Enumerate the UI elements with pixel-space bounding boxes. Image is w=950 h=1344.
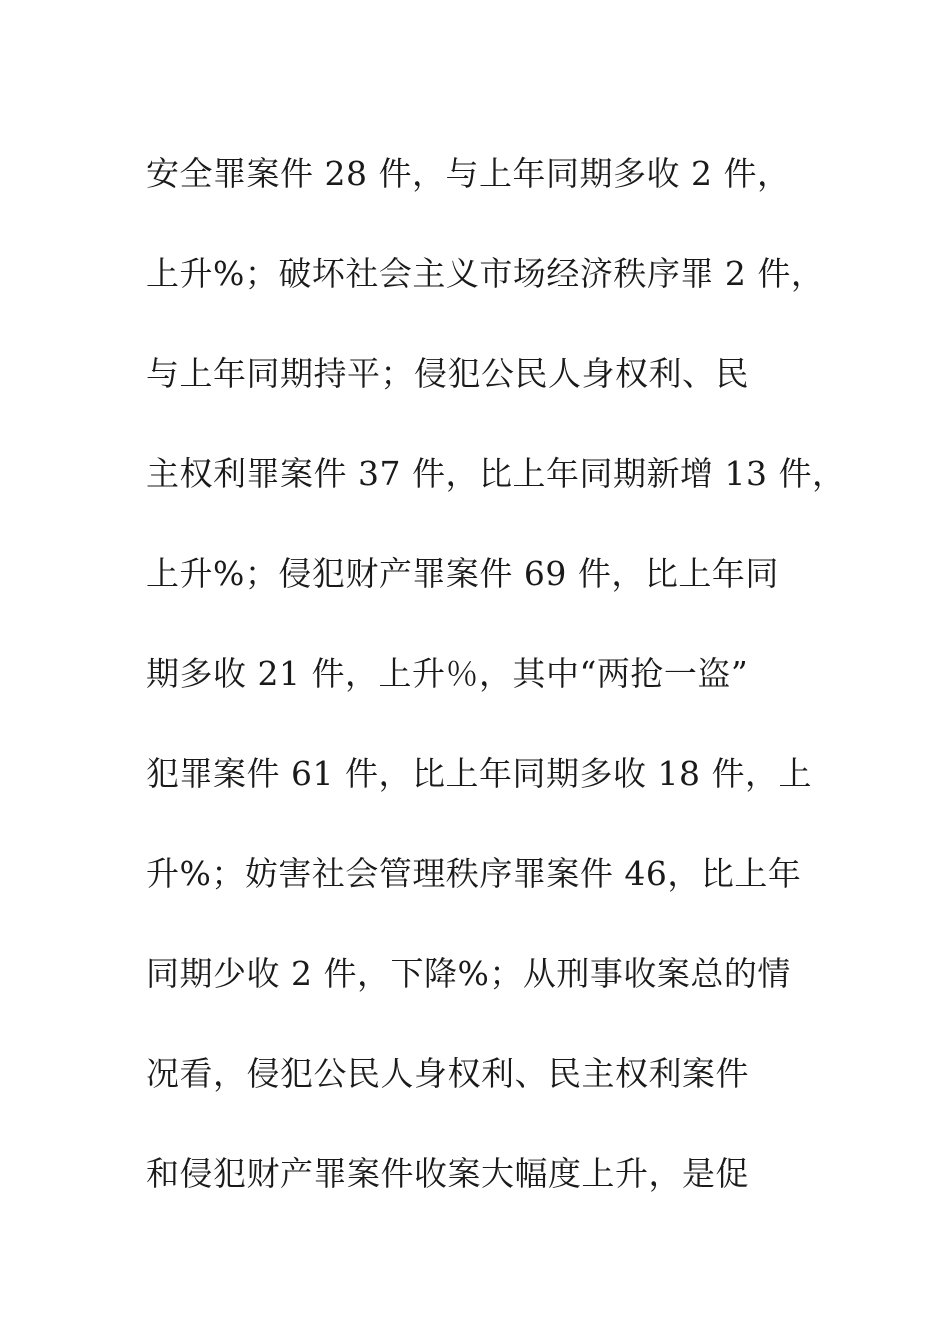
- text-line-8: 升%；妨害社会管理秩序罪案件 46，比上年: [146, 854, 802, 893]
- text-line-7: 犯罪案件 61 件，比上年同期多收 18 件，上: [146, 754, 812, 793]
- body-text: [146, 124, 846, 1224]
- text-line-11: 和侵犯财产罪案件收案大幅度上升，是促: [146, 1154, 749, 1193]
- text-line-10: 况看，侵犯公民人身权利、民主权利案件: [146, 1054, 749, 1093]
- text-line-5: 上升%；侵犯财产罪案件 69 件，比上年同: [146, 554, 779, 593]
- text-line-2: 上升%；破坏社会主义市场经济秩序罪 2 件，: [146, 254, 825, 293]
- text-line-1: 安全罪案件 28 件，与上年同期多收 2 件，: [146, 154, 791, 193]
- text-line-3: 与上年同期持平；侵犯公民人身权利、民: [146, 354, 749, 393]
- text-line-4: 主权利罪案件 37 件，比上年同期新增 13 件，: [146, 454, 846, 493]
- text-line-9: 同期少收 2 件，下降%；从刑事收案总的情: [146, 954, 791, 993]
- text-line-6: 期多收 21 件，上升％，其中“两抢一盗”: [146, 654, 749, 693]
